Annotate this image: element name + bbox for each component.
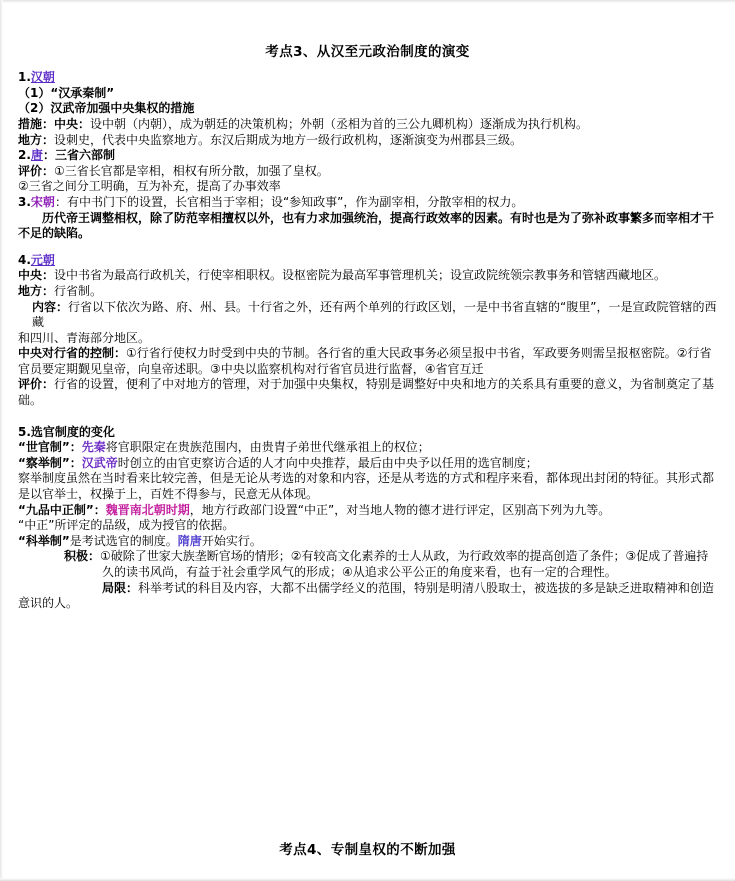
section-4-evaluation bbox=[18, 377, 717, 408]
section-2-title-rest: ：三省六部制 bbox=[42, 148, 115, 163]
section-4-control bbox=[18, 346, 717, 377]
keju-text-a: 是考试选官的制度。 bbox=[69, 533, 178, 548]
central-label: 中央： bbox=[54, 116, 91, 131]
jiupin-text: ，地方行政部门设置“中正”，对当地人物的德才进行评定，区别高下列为九等。 bbox=[189, 502, 611, 517]
section-5-shiguan bbox=[18, 440, 717, 456]
local-text: 行省制。 bbox=[54, 283, 103, 298]
keyword-wei-jin-northern-southern-dynasties: 魏晋南北朝时期 bbox=[105, 502, 190, 517]
evaluation-text-1: ①三省长官都是宰相，相权有所分散，加强了皇权。 bbox=[54, 163, 329, 178]
spacer bbox=[18, 242, 717, 253]
shiguan-text: 将官职限定在贵族范围内，由贵胄子弟世代继承祖上的权位； bbox=[105, 440, 430, 455]
section-2-evaluation-1 bbox=[18, 164, 717, 180]
section-5-number: 5. bbox=[18, 424, 31, 439]
section-1-item-2: （2）汉武帝加强中央集权的措施 bbox=[18, 101, 195, 116]
section-1-number: 1. bbox=[18, 70, 31, 85]
section-5-title: 选官制度的变化 bbox=[30, 424, 115, 439]
keyword-han-dynasty: 汉朝 bbox=[30, 70, 55, 85]
section-1-measures bbox=[18, 117, 717, 133]
limit-label: 局限： bbox=[102, 580, 139, 595]
evaluation-label: 评价： bbox=[18, 377, 55, 392]
section-2-number: 2. bbox=[18, 148, 31, 163]
section-1-local bbox=[18, 133, 717, 149]
positive-text: ①破除了世家大族垄断官场的情形；②有较高文化素养的士人从政，为行政效率的提高创造了条件；③促成了普遍持久的读书风尚，有益于社会重学风气的形成；④从追求公平公正的角度来看，也有一定的合理性。 bbox=[100, 549, 709, 579]
keyword-pre-qin: 先秦 bbox=[81, 440, 106, 455]
spacer bbox=[18, 409, 717, 425]
section-4-heading bbox=[18, 253, 717, 269]
section-5-keju bbox=[18, 534, 717, 550]
section-4-content bbox=[18, 300, 717, 331]
section-5-heading bbox=[18, 425, 717, 441]
section-5-jiupin bbox=[18, 503, 717, 519]
keyword-yuan-dynasty: 元朝 bbox=[30, 252, 55, 267]
section-4-content-line3: 和四川、青海部分地区。 bbox=[18, 330, 151, 345]
keyword-song-dynasty: 宋朝 bbox=[30, 194, 55, 209]
limit-text: 科举考试的科目及内容，大都不出儒学经义的范围，特别是明清八股取士，被选拔的多是缺乏进取精神和创造意识的人。 bbox=[18, 580, 715, 611]
evaluation-label: 评价： bbox=[18, 163, 55, 178]
page-edge-shadow-top bbox=[0, 0, 735, 3]
document-body bbox=[18, 70, 717, 612]
central-label: 中央： bbox=[18, 268, 55, 283]
section-1-heading bbox=[18, 70, 717, 86]
section-3-number: 3. bbox=[18, 194, 31, 209]
chaju-text: 时创立的由官吏察访合适的人才向中央推荐，最后由中央予以任用的选官制度； bbox=[117, 455, 538, 470]
measure-label: 措施： bbox=[18, 116, 55, 131]
central-text: 设中书省为最高行政机关，行使宰相职权。设枢密院为最高军事管理机关；设宣政院统领宗教事务和管辖西藏地区。 bbox=[54, 268, 667, 283]
keyword-emperor-wu-of-han: 汉武帝 bbox=[81, 455, 118, 470]
shiguan-label: “世官制”： bbox=[18, 440, 82, 455]
page-edge-shadow-left bbox=[0, 0, 3, 881]
positive-label: 积极： bbox=[64, 549, 101, 564]
keju-label: “科举制” bbox=[18, 533, 70, 548]
section-3-summary: 历代帝王调整相权，除了防范宰相擅权以外，也有力求加强统治，提高行政效率的因素。有时也是为了弥补政事繁多而宰相才干不足的缺陷。 bbox=[18, 210, 715, 241]
section-1-item-1: （1）“汉承秦制” bbox=[18, 85, 115, 100]
section-4-local bbox=[18, 284, 717, 300]
section-4-central bbox=[18, 268, 717, 284]
chaju-label: “察举制”： bbox=[18, 455, 82, 470]
section-2-evaluation-2: ②三省之间分工明确，互为补充，提高了办事效率 bbox=[18, 179, 281, 194]
section-3-text: ：有中书门下的设置，长官相当于宰相；设“参知政事”，作为副宰相，分散宰相的权力。 bbox=[54, 194, 524, 209]
section-5-limit bbox=[18, 581, 717, 612]
section-5-positive bbox=[18, 549, 717, 580]
section-5-chaju-note: 察举制度虽然在当时看来比较完善，但是无论从考选的对象和内容，还是从考选的方式和程序来看，都体现出封闭的特征。其形式都是以官举士，权操于上，百姓不得参与，民意无从体现。 bbox=[18, 471, 715, 502]
keyword-tang-dynasty: 唐 bbox=[30, 148, 43, 163]
content-text: 行省以下依次为路、府、州、县。十行省之外，还有两个单列的行政区划，一是中书省直辖的“腹里”，一是宣政院管辖的西藏 bbox=[32, 299, 717, 330]
page-title: 考点3、从汉至元政治制度的演变 bbox=[265, 44, 470, 60]
local-label: 地方： bbox=[18, 132, 55, 147]
content-label: 内容： bbox=[32, 299, 69, 314]
local-label: 地方： bbox=[18, 283, 55, 298]
section-5-chaju bbox=[18, 456, 717, 472]
section-2-heading bbox=[18, 148, 717, 164]
central-text: 设中朝（内朝），成为朝廷的决策机构；外朝（丞相为首的三公九卿机构）逐渐成为执行机构。 bbox=[90, 116, 589, 131]
evaluation-text: 行省的设置，便利了中对地方的管理，对于加强中央集权，特别是调整好中央和地方的关系具有重要的意义，为省制奠定了基础。 bbox=[18, 377, 715, 408]
control-label: 中央对行省的控制： bbox=[18, 346, 127, 361]
keju-text-b: 开始实行。 bbox=[201, 533, 262, 548]
keyword-sui-tang: 隋唐 bbox=[177, 533, 202, 548]
section-3-heading bbox=[18, 195, 717, 211]
local-text: 设刺史，代表中央监察地方。东汉后期成为地方一级行政机构，逐渐演变为州郡县三级。 bbox=[54, 132, 523, 147]
jiupin-label: “九品中正制”： bbox=[18, 502, 106, 517]
section-4-number: 4. bbox=[18, 252, 31, 267]
section-5-jiupin-line2: “中正”所评定的品级，成为授官的依据。 bbox=[18, 518, 235, 533]
control-text: ①行省行使权力时受到中央的节制。各行省的重大民政事务必须呈报中书省，军政要务则需呈报枢密院。②行省官员要定期觐见皇帝，向皇帝述职。③中央以监察机构对行省官员进行监督，④省官互迁 bbox=[18, 346, 712, 376]
page-footer-title: 考点4、专制皇权的不断加强 bbox=[279, 841, 456, 858]
